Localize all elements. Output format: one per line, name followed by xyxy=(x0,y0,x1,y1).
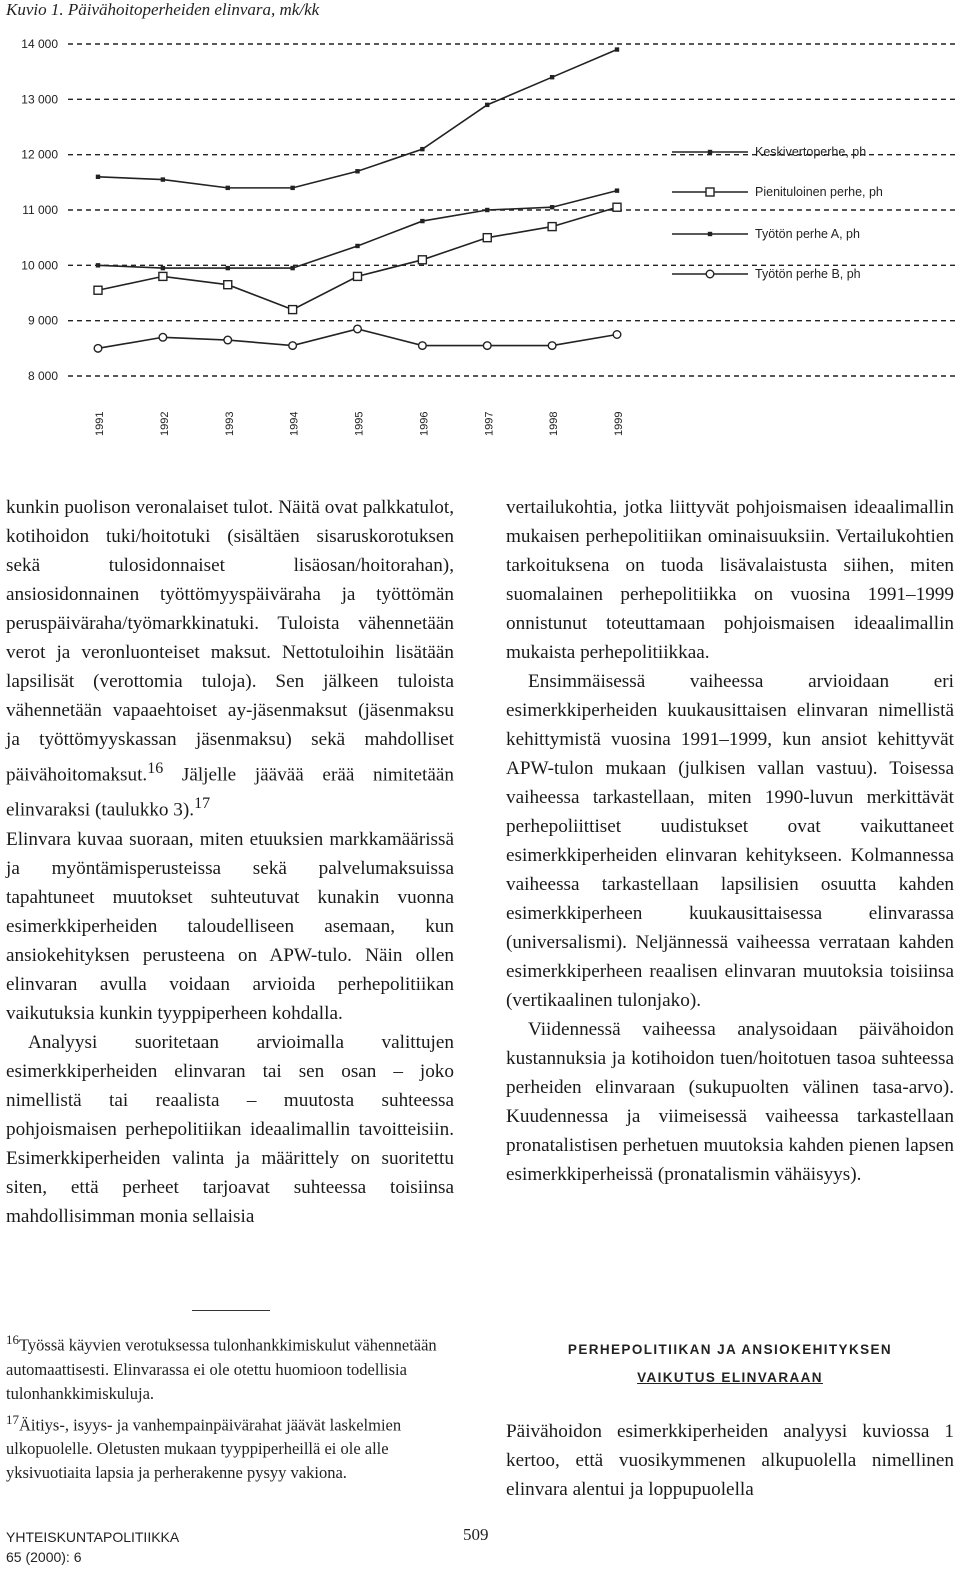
paragraph: Analyysi suoritetaan arvioimalla valittujen esimerkkiperheiden elinvaran tai sen osan – joko nimellistä tai reaalista – muutosta suhteessa pohjoismaisen perhepolitiikan ideaalimallin tavoitteisiin. Esimerkkiperheiden valinta ja määrittely on suoritettu siten, että perheet tarjoavat suhteessa toisiinsa mahdollisimman monia sellaisia xyxy=(6,1031,454,1227)
y-tick-label: 9 000 xyxy=(27,313,58,328)
data-point xyxy=(96,263,100,267)
data-point xyxy=(708,232,712,236)
data-point xyxy=(419,342,427,350)
footnote-text: Äitiys-, isyys- ja vanhempainpäivärahat jäävät laskelmien ulkopuolelle. Oletusten mukaan tyyppiperheillä ei ole alle yksivuotiaita lapsia ja perherakenne pysyy vakiona. xyxy=(6,1415,402,1482)
data-point xyxy=(420,219,424,223)
data-point xyxy=(289,306,297,314)
section-heading xyxy=(506,1336,954,1392)
footnote-16 xyxy=(6,1328,454,1406)
legend-entry xyxy=(672,267,861,281)
data-point xyxy=(94,345,102,353)
paragraph: Viidennessä vaiheessa analysoidaan päivähoidon kustannuksia ja kotihoidon tuen/hoitotuen tasoa suhteessa perheiden elinvaraan (sukupuolten välinen tasa-arvo). Kuudennessa ja viimeisessä vaiheessa tarkastellaan pronatalistisen perhetuen muutoksia kahden pienen lapsen esimerkkiperheissä (pronatalismin vähäisyys). xyxy=(506,1019,954,1185)
data-point xyxy=(355,169,359,173)
section-heading-line: VAIKUTUS ELINVARAAN xyxy=(637,1370,823,1385)
data-point xyxy=(161,266,165,270)
footnote-number: 16 xyxy=(6,1332,19,1347)
paragraph-text: Jäljelle jäävää erää nimitetään elinvaraksi (taulukko 3). xyxy=(6,764,454,821)
series-line xyxy=(98,50,617,188)
data-point xyxy=(485,103,489,107)
data-point xyxy=(355,244,359,248)
x-tick-label: 1996 xyxy=(418,411,431,436)
data-point xyxy=(94,286,102,294)
right-text-column xyxy=(506,493,954,1189)
data-point xyxy=(548,223,556,231)
data-point xyxy=(226,266,230,270)
legend-label: Työtön perhe B, ph xyxy=(755,267,861,281)
paragraph: Päivähoidon esimerkkiperheiden analyysi kuviossa 1 kertoo, että vuosikymmenen alkupuolella nimellinen elinvara alentui ja loppupuolella xyxy=(506,1421,954,1500)
legend-entry xyxy=(672,185,883,199)
data-point xyxy=(290,186,294,190)
data-point xyxy=(159,272,167,280)
data-point xyxy=(224,336,232,344)
x-tick-label: 1991 xyxy=(94,411,106,436)
data-point xyxy=(548,342,556,350)
data-point xyxy=(224,281,232,289)
data-point xyxy=(613,203,621,211)
y-tick-label: 8 000 xyxy=(27,369,58,383)
data-point xyxy=(354,325,362,333)
legend-label: Työtön perhe A, ph xyxy=(755,227,860,241)
x-tick-label: 1998 xyxy=(548,411,561,436)
data-point xyxy=(615,188,619,192)
legend-entry xyxy=(672,145,866,159)
data-point xyxy=(708,150,712,154)
figure-caption: Kuvio 1. Päivähoitoperheiden elinvara, mk/kk xyxy=(6,0,320,19)
x-tick-label: 1997 xyxy=(483,411,496,436)
section-text xyxy=(506,1417,954,1504)
data-point xyxy=(418,256,426,264)
footer-journal xyxy=(6,1527,179,1567)
data-point xyxy=(96,175,100,179)
legend-label: Pienituloinen perhe, ph xyxy=(755,185,883,199)
data-point xyxy=(550,75,554,79)
footnote-divider xyxy=(192,1310,270,1311)
footnote-ref-16: 16 xyxy=(147,760,164,777)
chart-series xyxy=(94,325,621,352)
data-point xyxy=(615,47,619,51)
data-point xyxy=(354,272,362,280)
chart-series xyxy=(96,47,619,190)
y-tick-label: 12 000 xyxy=(21,147,58,162)
footnote-17 xyxy=(6,1408,454,1486)
x-tick-label: 1993 xyxy=(223,411,236,436)
footnotes xyxy=(6,1328,454,1487)
journal-name: YHTEISKUNTAPOLITIIKKA xyxy=(6,1529,180,1545)
data-point xyxy=(550,205,554,209)
legend-entry xyxy=(672,227,860,241)
page-number: 509 xyxy=(463,1525,489,1544)
data-point xyxy=(483,234,491,242)
data-point xyxy=(161,177,165,181)
data-point xyxy=(226,186,230,190)
data-point xyxy=(706,188,714,196)
data-point xyxy=(289,342,297,350)
legend-label: Keskivertoperhe, ph xyxy=(755,145,867,159)
data-point xyxy=(706,270,714,278)
y-tick-label: 14 000 xyxy=(21,37,58,51)
footnote-number: 17 xyxy=(6,1411,19,1427)
x-tick-label: 1994 xyxy=(288,411,301,436)
x-tick-label: 1995 xyxy=(353,411,366,436)
paragraph: Ensimmäisessä vaiheessa arvioidaan eri esimerkkiperheiden kuukausittaisen elinvaran nimellistä kehittymistä vuosina 1991–1999, kun ansiot kehittyvät APW-tulon mukaan (julkisen vallan vastuu). Toisessa vaiheessa tarkastellaan, miten 1990-luvun merkittävät perhepoliittiset uudistukset ovat vaikuttaneet esimerkkiperheiden elinvaran kehitykseen. Kolmannessa vaiheessa tarkastellaan lapsilisien osuutta kahden esimerkkiperheen kuukausittaisessa elinvarassa (universalismi). Neljännessä vaiheessa verrataan kahden esimerkkiperheen reaalisen elinvaran muutoksia toisiinsa (vertikaalinen tulonjako). xyxy=(506,671,954,1011)
journal-issue: 65 (2000): 6 xyxy=(6,1549,82,1565)
footnote-text: Työssä käyvien verotuksessa tulonhankkimiskulut vähennetään automaattisesti. Elinvarassa ei ole otettu huomioon todellisia tulonhankkimiskuluja. xyxy=(6,1335,437,1403)
data-point xyxy=(483,342,491,350)
x-tick-label: 1992 xyxy=(158,411,171,436)
y-tick-label: 11 000 xyxy=(22,203,58,217)
chart-series xyxy=(96,188,619,270)
footnote-ref-17: 17 xyxy=(194,795,211,813)
paragraph xyxy=(6,493,454,825)
paragraph: Elinvara kuvaa suoraan, miten etuuksien markkamäärissä ja myöntämisperusteissa sekä palvelumaksuissa tapahtuneet muutokset suhteutuvat kunakin vuonna esimerkkiperheiden taloudelliseen asemaan, kun ansiokehityksen perusteena on APW-tulo. Näin ollen elinvaran avulla voidaan arvioida perhepolitiikan vaikutuksia kunkin tyyppiperheen kohdalla. xyxy=(6,828,454,1024)
y-tick-label: 13 000 xyxy=(21,92,58,107)
data-point xyxy=(613,331,621,339)
section-heading-line: PERHEPOLITIIKAN JA ANSIOKEHITYKSEN xyxy=(567,1342,893,1357)
data-point xyxy=(290,266,294,270)
data-point xyxy=(485,208,489,212)
data-point xyxy=(420,147,424,151)
series-line xyxy=(98,207,617,309)
data-point xyxy=(159,333,167,341)
left-text-column xyxy=(6,493,454,1231)
paragraph-text: kunkin puolison veronalaiset tulot. Näitä ovat palkkatulot, kotihoidon tuki/hoitotuki (sisältäen sisaruskorotuksen sekä tulosidonnaiset lisäosan/hoitorahan), ansiosidonnainen työttömyyspäiväraha ja työttömän peruspäiväraha/työmarkkinatuki. Tuloista vähennetään verot ja veronluonteiset maksut. Nettotuloihin lisätään lapsilisät (verottomia tuloja). Sen jälkeen tuloista vähennetään vapaaehtoiset ay-jäsenmaksut (jäsenmaksu ja työttömyyskassan jäsenmaksu) sekä mahdolliset päivähoitomaksut. xyxy=(6,497,454,786)
x-tick-label: 1999 xyxy=(613,411,625,436)
y-tick-label: 10 000 xyxy=(21,258,58,273)
chart-series xyxy=(94,203,621,313)
paragraph: vertailukohtia, jotka liittyvät pohjoismaisen ideaalimallin mukaisen perhepolitiikan ominaisuuksiin. Vertailukohtien tarkoituksena on tuoda lisävalaistusta siihen, miten suomalainen perhepolitiikka on vuosina 1991–1999 onnistunut toteuttamaan pohjoismaisen ideaalimallin mukaista perhepolitiikkaa. xyxy=(506,497,954,663)
line-chart xyxy=(0,26,960,446)
